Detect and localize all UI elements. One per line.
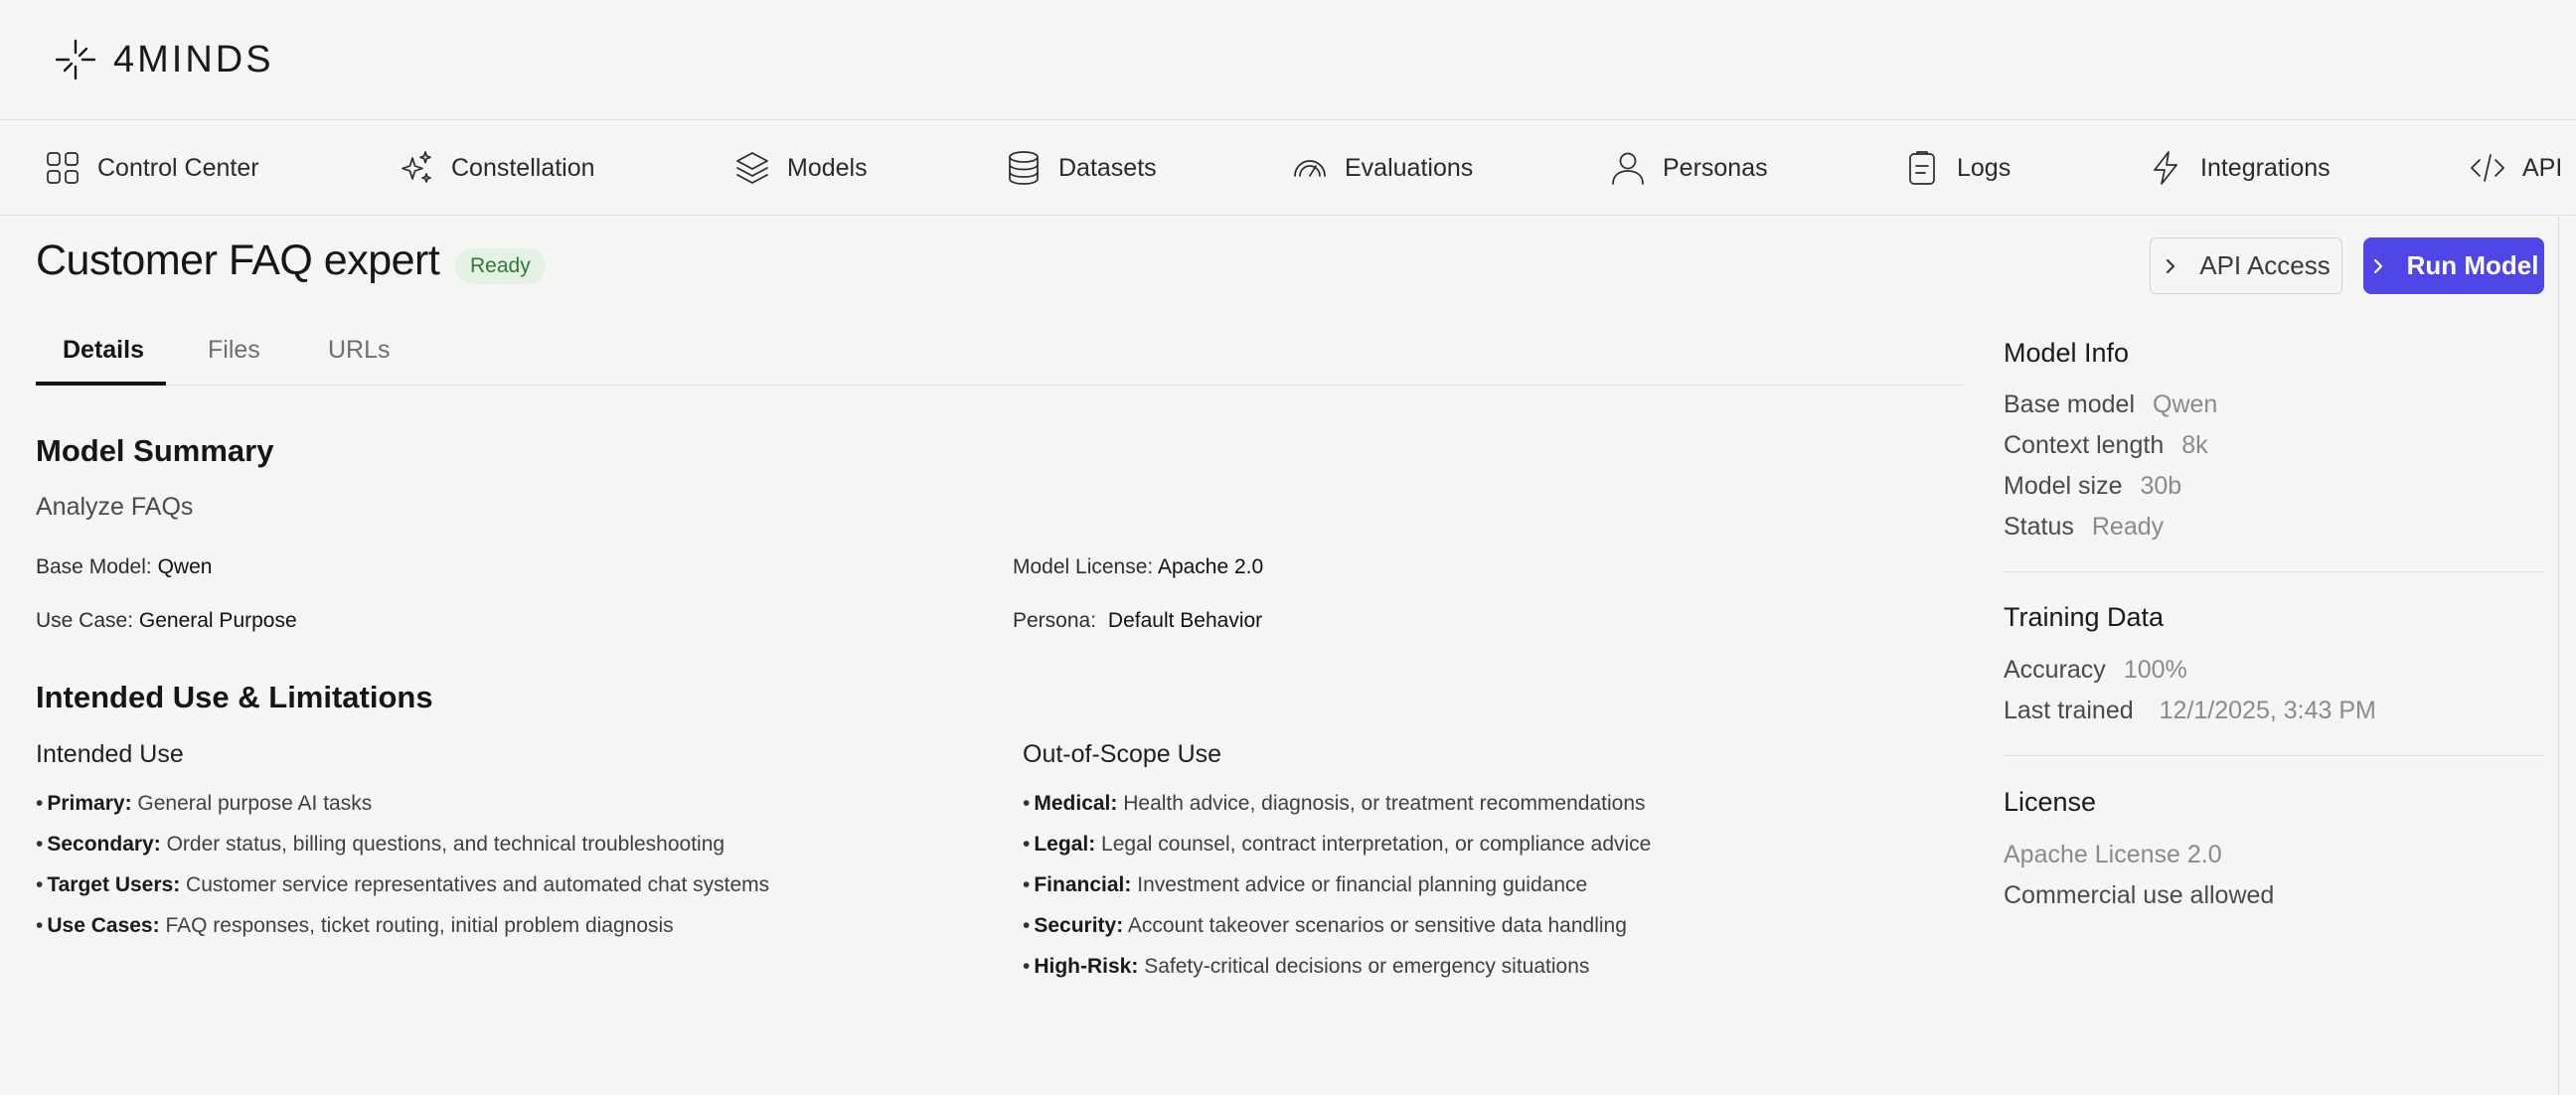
license-note: Commercial use allowed xyxy=(2004,881,2275,909)
info-row-context-length: Context length 8k xyxy=(2004,431,2208,459)
nav-item-evaluations[interactable] xyxy=(1291,120,1473,216)
list-item: • Primary: General purpose AI tasks xyxy=(36,792,373,815)
list-item: • Use Cases: FAQ responses, ticket routing, initial problem diagnosis xyxy=(36,914,674,937)
sparkle-logo-icon xyxy=(54,38,97,81)
tab-urls[interactable]: URLs xyxy=(328,336,391,364)
model-info-heading: Model Info xyxy=(2004,338,2130,368)
out-of-scope-list xyxy=(1023,789,1651,993)
code-icon xyxy=(2469,149,2506,187)
bolt-icon xyxy=(2147,149,2184,187)
persona-field xyxy=(1013,609,1262,633)
scrollbar-track[interactable] xyxy=(2558,217,2559,1095)
nav-item-control-center[interactable] xyxy=(44,120,259,216)
model-summary-text: Analyze FAQs xyxy=(36,493,194,521)
training-data-heading: Training Data xyxy=(2004,602,2165,632)
nav-item-integrations[interactable] xyxy=(2147,120,2331,216)
nav-label: Models xyxy=(787,153,868,182)
base-model-field xyxy=(36,555,212,579)
clipboard-icon xyxy=(1903,149,1941,187)
chevron-right-icon xyxy=(2369,257,2387,275)
database-icon xyxy=(1005,149,1043,187)
nav-item-personas[interactable] xyxy=(1609,120,1768,216)
grid-icon xyxy=(44,149,81,187)
nav-label: Integrations xyxy=(2200,153,2331,182)
field-label: Base Model: xyxy=(36,555,152,578)
intended-use-heading: Intended Use xyxy=(36,740,184,768)
user-icon xyxy=(1609,149,1647,187)
nav-item-logs[interactable] xyxy=(1903,120,2011,216)
field-label: Model License: xyxy=(1013,555,1154,578)
nav-item-models[interactable] xyxy=(733,120,868,216)
list-item: • Secondary: Order status, billing questions, and technical troubleshooting xyxy=(36,833,725,856)
info-row-base-model: Base model Qwen xyxy=(2004,391,2218,418)
list-item: • Target Users: Customer service representatives and automated chat systems xyxy=(36,873,770,896)
nav-label: Evaluations xyxy=(1345,153,1474,182)
list-item: • High-Risk: Safety-critical decisions or emergency situations xyxy=(1023,955,1590,978)
list-item: • Legal: Legal counsel, contract interpretation, or compliance advice xyxy=(1023,833,1652,856)
status-badge: Ready xyxy=(455,248,546,284)
list-item: • Medical: Health advice, diagnosis, or treatment recommendations xyxy=(1023,792,1646,815)
license-heading: License xyxy=(2004,787,2097,817)
api-access-label: API Access xyxy=(2199,250,2331,280)
divider xyxy=(2004,571,2544,572)
list-item: • Security: Account takeover scenarios or sensitive data handling xyxy=(1023,914,1627,937)
field-value: General Purpose xyxy=(138,609,297,632)
gauge-icon xyxy=(1291,149,1329,187)
tab-bar xyxy=(36,318,1964,386)
field-label: Use Case: xyxy=(36,609,134,632)
model-summary-heading: Model Summary xyxy=(36,433,274,468)
run-model-label: Run Model xyxy=(2406,250,2539,280)
chevron-right-icon xyxy=(2162,257,2179,275)
info-row-last-trained: Last trained 12/1/2025, 3:43 PM xyxy=(2004,697,2376,724)
info-row-model-size: Model size 30b xyxy=(2004,472,2182,500)
list-item: • Financial: Investment advice or financial planning guidance xyxy=(1023,873,1588,896)
license-name: Apache License 2.0 xyxy=(2004,841,2222,868)
layers-icon xyxy=(733,149,771,187)
tab-details[interactable]: Details xyxy=(63,336,144,364)
nav-label: Personas xyxy=(1663,153,1768,182)
nav-item-constellation[interactable] xyxy=(398,120,595,216)
nav-label: Logs xyxy=(1957,153,2012,182)
run-model-button[interactable] xyxy=(2363,237,2544,294)
divider xyxy=(2004,755,2544,756)
field-label: Persona: xyxy=(1013,609,1097,632)
nav-item-datasets[interactable] xyxy=(1005,120,1157,216)
nav-label: Datasets xyxy=(1058,153,1157,182)
use-case-field xyxy=(36,609,297,633)
main-nav xyxy=(0,120,2576,216)
limitations-heading: Intended Use & Limitations xyxy=(36,680,433,714)
top-bar xyxy=(0,0,2576,120)
field-value: Apache 2.0 xyxy=(1157,555,1264,578)
intended-use-list xyxy=(36,789,769,952)
nav-item-api[interactable] xyxy=(2469,120,2562,216)
sparkles-icon xyxy=(398,149,435,187)
brand-name: 4MINDS xyxy=(113,38,274,80)
nav-label: Constellation xyxy=(451,153,595,182)
field-value: Qwen xyxy=(157,555,213,578)
model-license-field xyxy=(1013,555,1263,579)
active-tab-indicator xyxy=(36,382,166,386)
out-of-scope-heading: Out-of-Scope Use xyxy=(1023,740,1222,768)
tab-files[interactable]: Files xyxy=(208,336,260,364)
page-title: Customer FAQ expert xyxy=(36,236,440,284)
api-access-button[interactable] xyxy=(2150,237,2342,294)
info-row-status: Status Ready xyxy=(2004,513,2165,541)
field-value: Default Behavior xyxy=(1107,609,1263,632)
info-row-accuracy: Accuracy 100% xyxy=(2004,656,2187,684)
nav-label: Control Center xyxy=(97,153,259,182)
nav-label: API xyxy=(2522,153,2563,182)
brand-logo[interactable] xyxy=(54,38,274,81)
